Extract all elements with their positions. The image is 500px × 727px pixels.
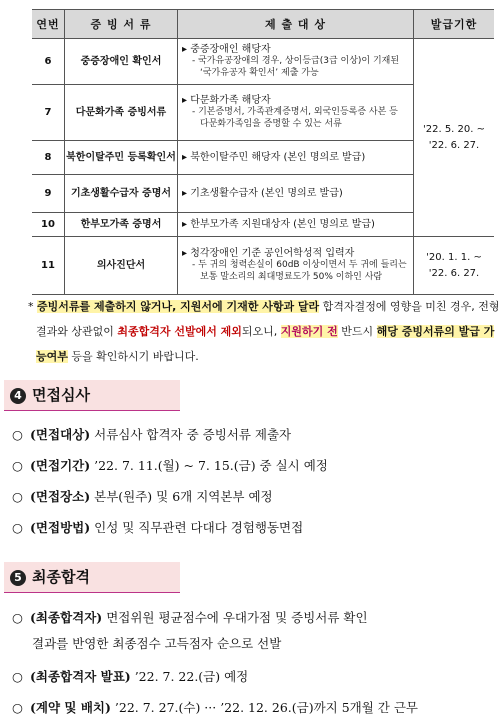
- section-heading-interview: 4 면접심사: [4, 380, 180, 411]
- section-heading-final: 5 최종합격: [4, 562, 180, 593]
- table-row: 10 한부모가족 증명서 ▸ 한부모가족 지원대상자 (본인 명의로 발급): [32, 213, 494, 237]
- deadline-cell-2: '20. 1. 1. ~ '22. 6. 27.: [414, 237, 495, 295]
- list-item: ○ (면접장소) 본부(원주) 및 6개 지역본부 예정: [12, 489, 273, 504]
- table-row: 7 다문화가족 증빙서류 ▸ 다문화가족 해당자 - 기본증명서, 가족관계증명서, 외국인등록증 사본 등 다문화가족임을 증명할 수 있는 서류: [32, 85, 494, 141]
- section-number: 4: [10, 388, 26, 404]
- list-item: ○ (면접방법) 인성 및 직무관련 다대다 경험행동면접: [12, 520, 304, 535]
- section-number: 5: [10, 570, 26, 586]
- list-item: ○ (최종합격자 발표) ’22. 7. 22.(금) 예정: [12, 669, 249, 684]
- header-no: 연번: [32, 10, 65, 39]
- list-item: ○ (최종합격자) 면접위원 평균점수에 우대가점 및 증빙서류 확인 결과를 반영한 최종점수 고득점자 순으로 선발: [12, 610, 368, 651]
- table-row: 9 기초생활수급자 증명서 ▸ 기초생활수급자 (본인 명의로 발급): [32, 175, 494, 213]
- deadline-cell-1: '22. 5. 20. ~ '22. 6. 27.: [414, 39, 495, 237]
- header-doc: 증 빙 서 류: [65, 10, 178, 39]
- table-row: 8 북한이탈주민 등록확인서 ▸ 북한이탈주민 해당자 (본인 명의로 발급): [32, 141, 494, 175]
- document-table: [32, 9, 494, 295]
- warning-note: * 증빙서류를 제출하지 않거나, 지원서에 기재한 사항과 달라 합격자결정에 영향을 미친 경우, 전형결과와 상관없이 최종합격자 선발에서 제외되오니, 지원하기 전 반드시 해당 증빙서류의 발급 가능여부 등을 확인하시기 바랍니다.: [28, 300, 500, 363]
- list-item: ○ (면접대상) 서류심사 합격자 중 증빙서류 제출자: [12, 427, 292, 442]
- header-deadline: 발급기한: [414, 10, 495, 39]
- header-target: 제 출 대 상: [178, 10, 414, 39]
- table-row: 6 중증장애인 확인서 ▸ 중증장애인 해당자 - 국가유공장애의 경우, 상이등급(3급 이상)이 기재된 ‘국가유공자 확인서’ 제출 가능 '22. 5. 20. ~ '22. 6. 27.: [32, 39, 494, 85]
- list-item: ○ (면접기간) ’22. 7. 11.(월) ~ 7. 15.(금) 중 실시 예정: [12, 458, 328, 473]
- table-row: 11 의사진단서 ▸ 청각장애인 기준 공인어학성적 입력자 - 두 귀의 청력손실이 60dB 이상이면서 두 귀에 들리는 보통 말소리의 최대명료도가 50% 이하인 사람 '20. 1. 1. ~ '22. 6. 27.: [32, 237, 494, 295]
- list-item: ○ (계약 및 배치) ’22. 7. 27.(수) ··· ’22. 12. 26.(금)까지 5개월 간 근무: [12, 700, 418, 715]
